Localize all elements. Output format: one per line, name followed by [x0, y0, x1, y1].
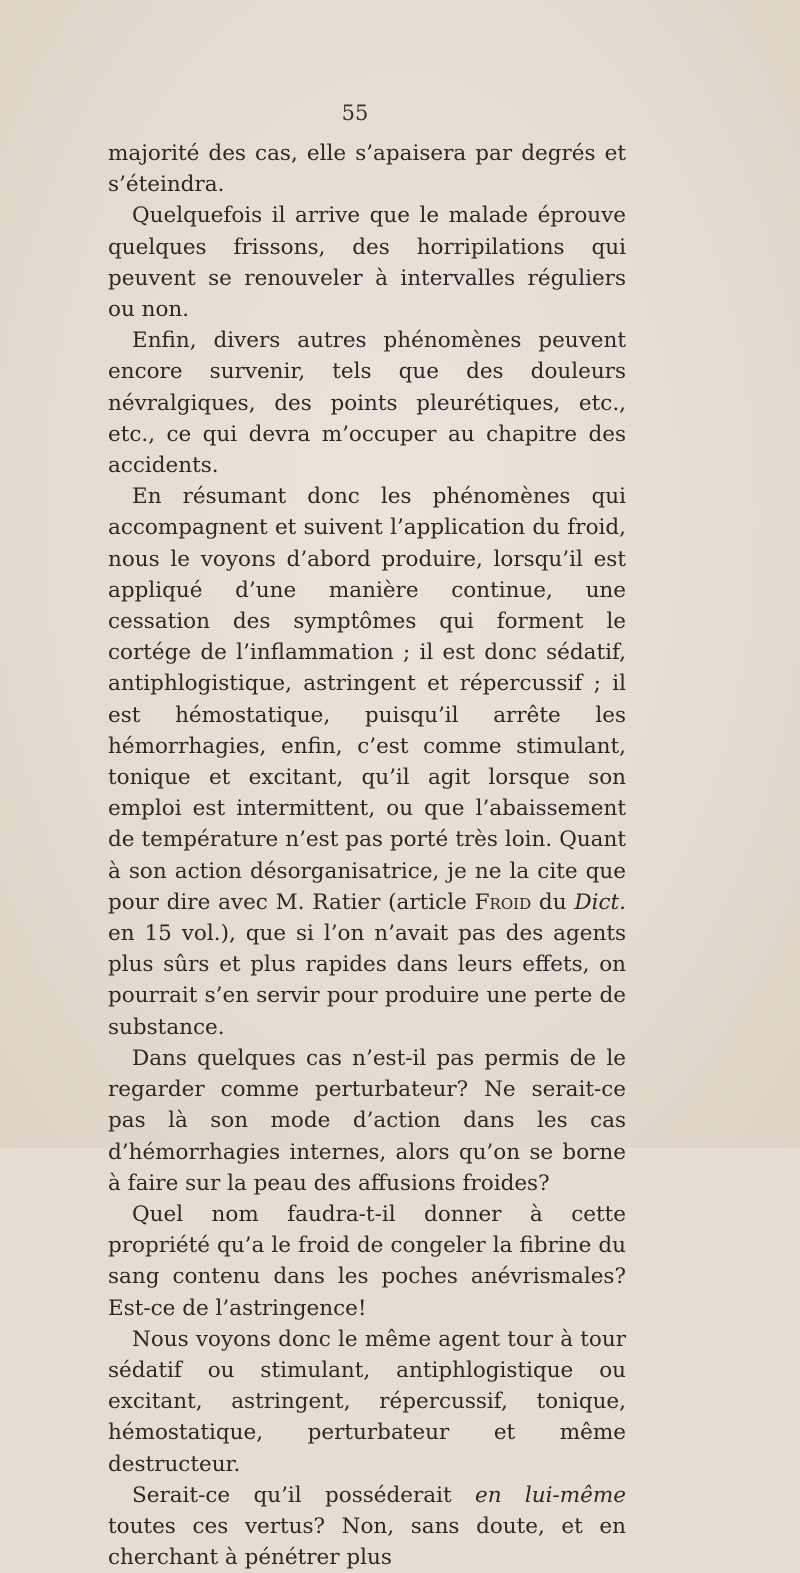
paragraph — [108, 325, 626, 481]
text-run: Quel nom faudra-t-il donner à cette propriété qu’a le froid de congeler la fibrine du sang contenu dans les poches anévrismales? Est-ce de l’astringence! — [108, 1201, 626, 1321]
small-caps-text: Froid — [474, 889, 532, 915]
paragraph — [108, 1324, 626, 1480]
paragraph — [108, 200, 626, 325]
page-number: 55 — [341, 101, 369, 125]
text-run: du — [531, 889, 575, 915]
text-run: en 15 vol.), que si l’on n’avait pas des agents plus sûrs et plus rapides dans leurs effets, on pourrait s’en servir pour produire une perte de substance. — [108, 921, 626, 1040]
italic-text: en lui-même — [474, 1482, 627, 1508]
paragraph — [108, 1199, 626, 1324]
body-text — [108, 138, 626, 1573]
text-run: majorité des cas, elle s’apaisera par degrés et s’éteindra. — [108, 141, 626, 198]
text-run: Serait-ce qu’il posséderait — [132, 1482, 475, 1508]
text-run: En résumant donc les phénomènes qui accompagnent et suivent l’application du froid, nous le voyons d’abord produire, lorsqu’il est appliqué d’une manière continue, une cessation des symptômes qui forment le cortége de l’inflammation ; il est donc sédatif, antiphlogistique, astringent et répercussif ; il est hémostatique, puisqu’il arrête les hémorrhagies, enfin, c’est comme stimulant, tonique et excitant, qu’il agit lorsque son emploi est intermittent, ou que l’abaissement de température n’est pas porté très loin. Quant à son action désorganisatrice, je ne la cite que pour dire avec M. Ratier (article — [108, 484, 626, 915]
text-run: Quelquefois il arrive que le malade éprouve quelques frissons, des horripilations qui peuvent se renouveler à intervalles réguliers ou non. — [108, 203, 626, 323]
text-run: Dans quelques cas n’est-il pas permis de le regarder comme perturbateur? Ne serait-ce pas là son mode d’action dans les cas d’hémorrhagies internes, alors qu’on se borne à faire sur la peau des affusions froides? — [108, 1045, 626, 1196]
paragraph — [108, 1480, 626, 1573]
italic-text: Dict. — [574, 889, 627, 915]
paragraph — [108, 481, 626, 1043]
text-run: Enfin, divers autres phénomènes peuvent encore survenir, tels que des douleurs névralgiques, des points pleurétiques, etc., etc., ce qui devra m’occuper au chapitre des accidents. — [108, 328, 626, 479]
text-run: Nous voyons donc le même agent tour à tour sédatif ou stimulant, antiphlogistique ou excitant, astringent, répercussif, tonique, hémostatique, perturbateur et même destructeur. — [108, 1326, 626, 1477]
text-run: toutes ces vertus? Non, sans doute, et en cherchant à pénétrer plus — [108, 1513, 626, 1571]
paragraph — [108, 138, 626, 200]
paragraph — [108, 1043, 626, 1199]
